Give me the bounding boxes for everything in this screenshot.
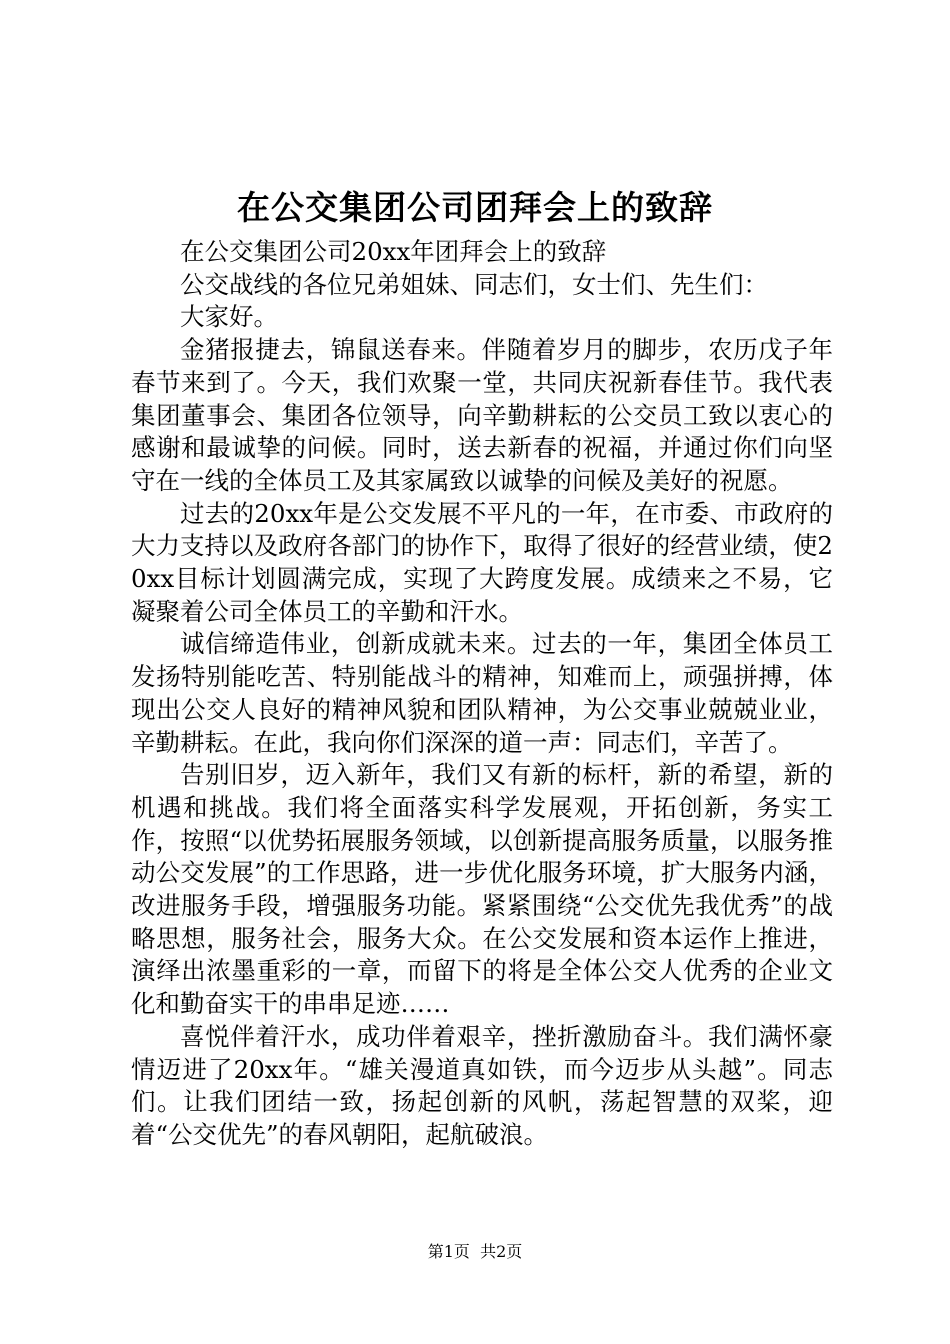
document-body — [131, 236, 833, 1152]
body-paragraph: 过去的20xx年是公交发展不平凡的一年，在市委、市政府的大力支持以及政府各部门的协作下，取得了很好的经营业绩，使20xx目标计划圆满完成，实现了大跨度发展。成绩来之不易，它凝聚着公司全体员工的辛勤和汗水。 — [131, 498, 833, 626]
closing-paragraph: 喜悦伴着汗水，成功伴着艰辛，挫折激励奋斗。我们满怀豪情迈进了20xx年。“雄关漫道真如铁，而今迈步从头越”。同志们。让我们团结一致，扬起创新的风帆，荡起智慧的双桨，迎着“公交优先”的春风朝阳，起航破浪。 — [131, 1021, 833, 1149]
document-title: 在公交集团公司团拜会上的致辞 — [237, 188, 713, 227]
salutation-paragraph: 公交战线的各位兄弟姐妹、同志们，女士们、先生们： — [180, 269, 768, 299]
page-number-footer: 第1页 共2页 — [427, 1242, 523, 1261]
body-paragraph: 告别旧岁，迈入新年，我们又有新的标杆，新的希望，新的机遇和挑战。我们将全面落实科学发展观，开拓创新，务实工作，按照“以优势拓展服务领域，以创新提高服务质量，以服务推动公交发展”的工作思路，进一步优化服务环境，扩大服务内涵，改进服务手段，增强服务功能。紧紧围绕“公交优先我优秀”的战略思想，服务社会，服务大众。在公交发展和资本运作上推进，演绎出浓墨重彩的一章，而留下的将是全体公交人优秀的企业文化和勤奋实干的串串足迹…… — [131, 760, 833, 1019]
greeting-paragraph: 大家好。 — [180, 302, 278, 332]
subtitle-paragraph: 在公交集团公司20xx年团拜会上的致辞 — [180, 237, 607, 266]
body-paragraph: 金猪报捷去，锦鼠送春来。伴随着岁月的脚步，农历戊子年春节来到了。今天，我们欢聚一堂，共同庆祝新春佳节。我代表集团董事会、集团各位领导，向辛勤耕耘的公交员工致以衷心的感谢和最诚挚的问候。同时，送去新春的祝福，并通过你们向坚守在一线的全体员工及其家属致以诚挚的问候及美好的祝愿。 — [131, 335, 833, 495]
body-paragraph: 诚信缔造伟业，创新成就未来。过去的一年，集团全体员工发扬特别能吃苦、特别能战斗的精神，知难而上，顽强拼搏，体现出公交人良好的精神风貌和团队精神，为公交事业兢兢业业，辛勤耕耘。在此，我向你们深深的道一声：同志们，辛苦了。 — [131, 629, 833, 757]
